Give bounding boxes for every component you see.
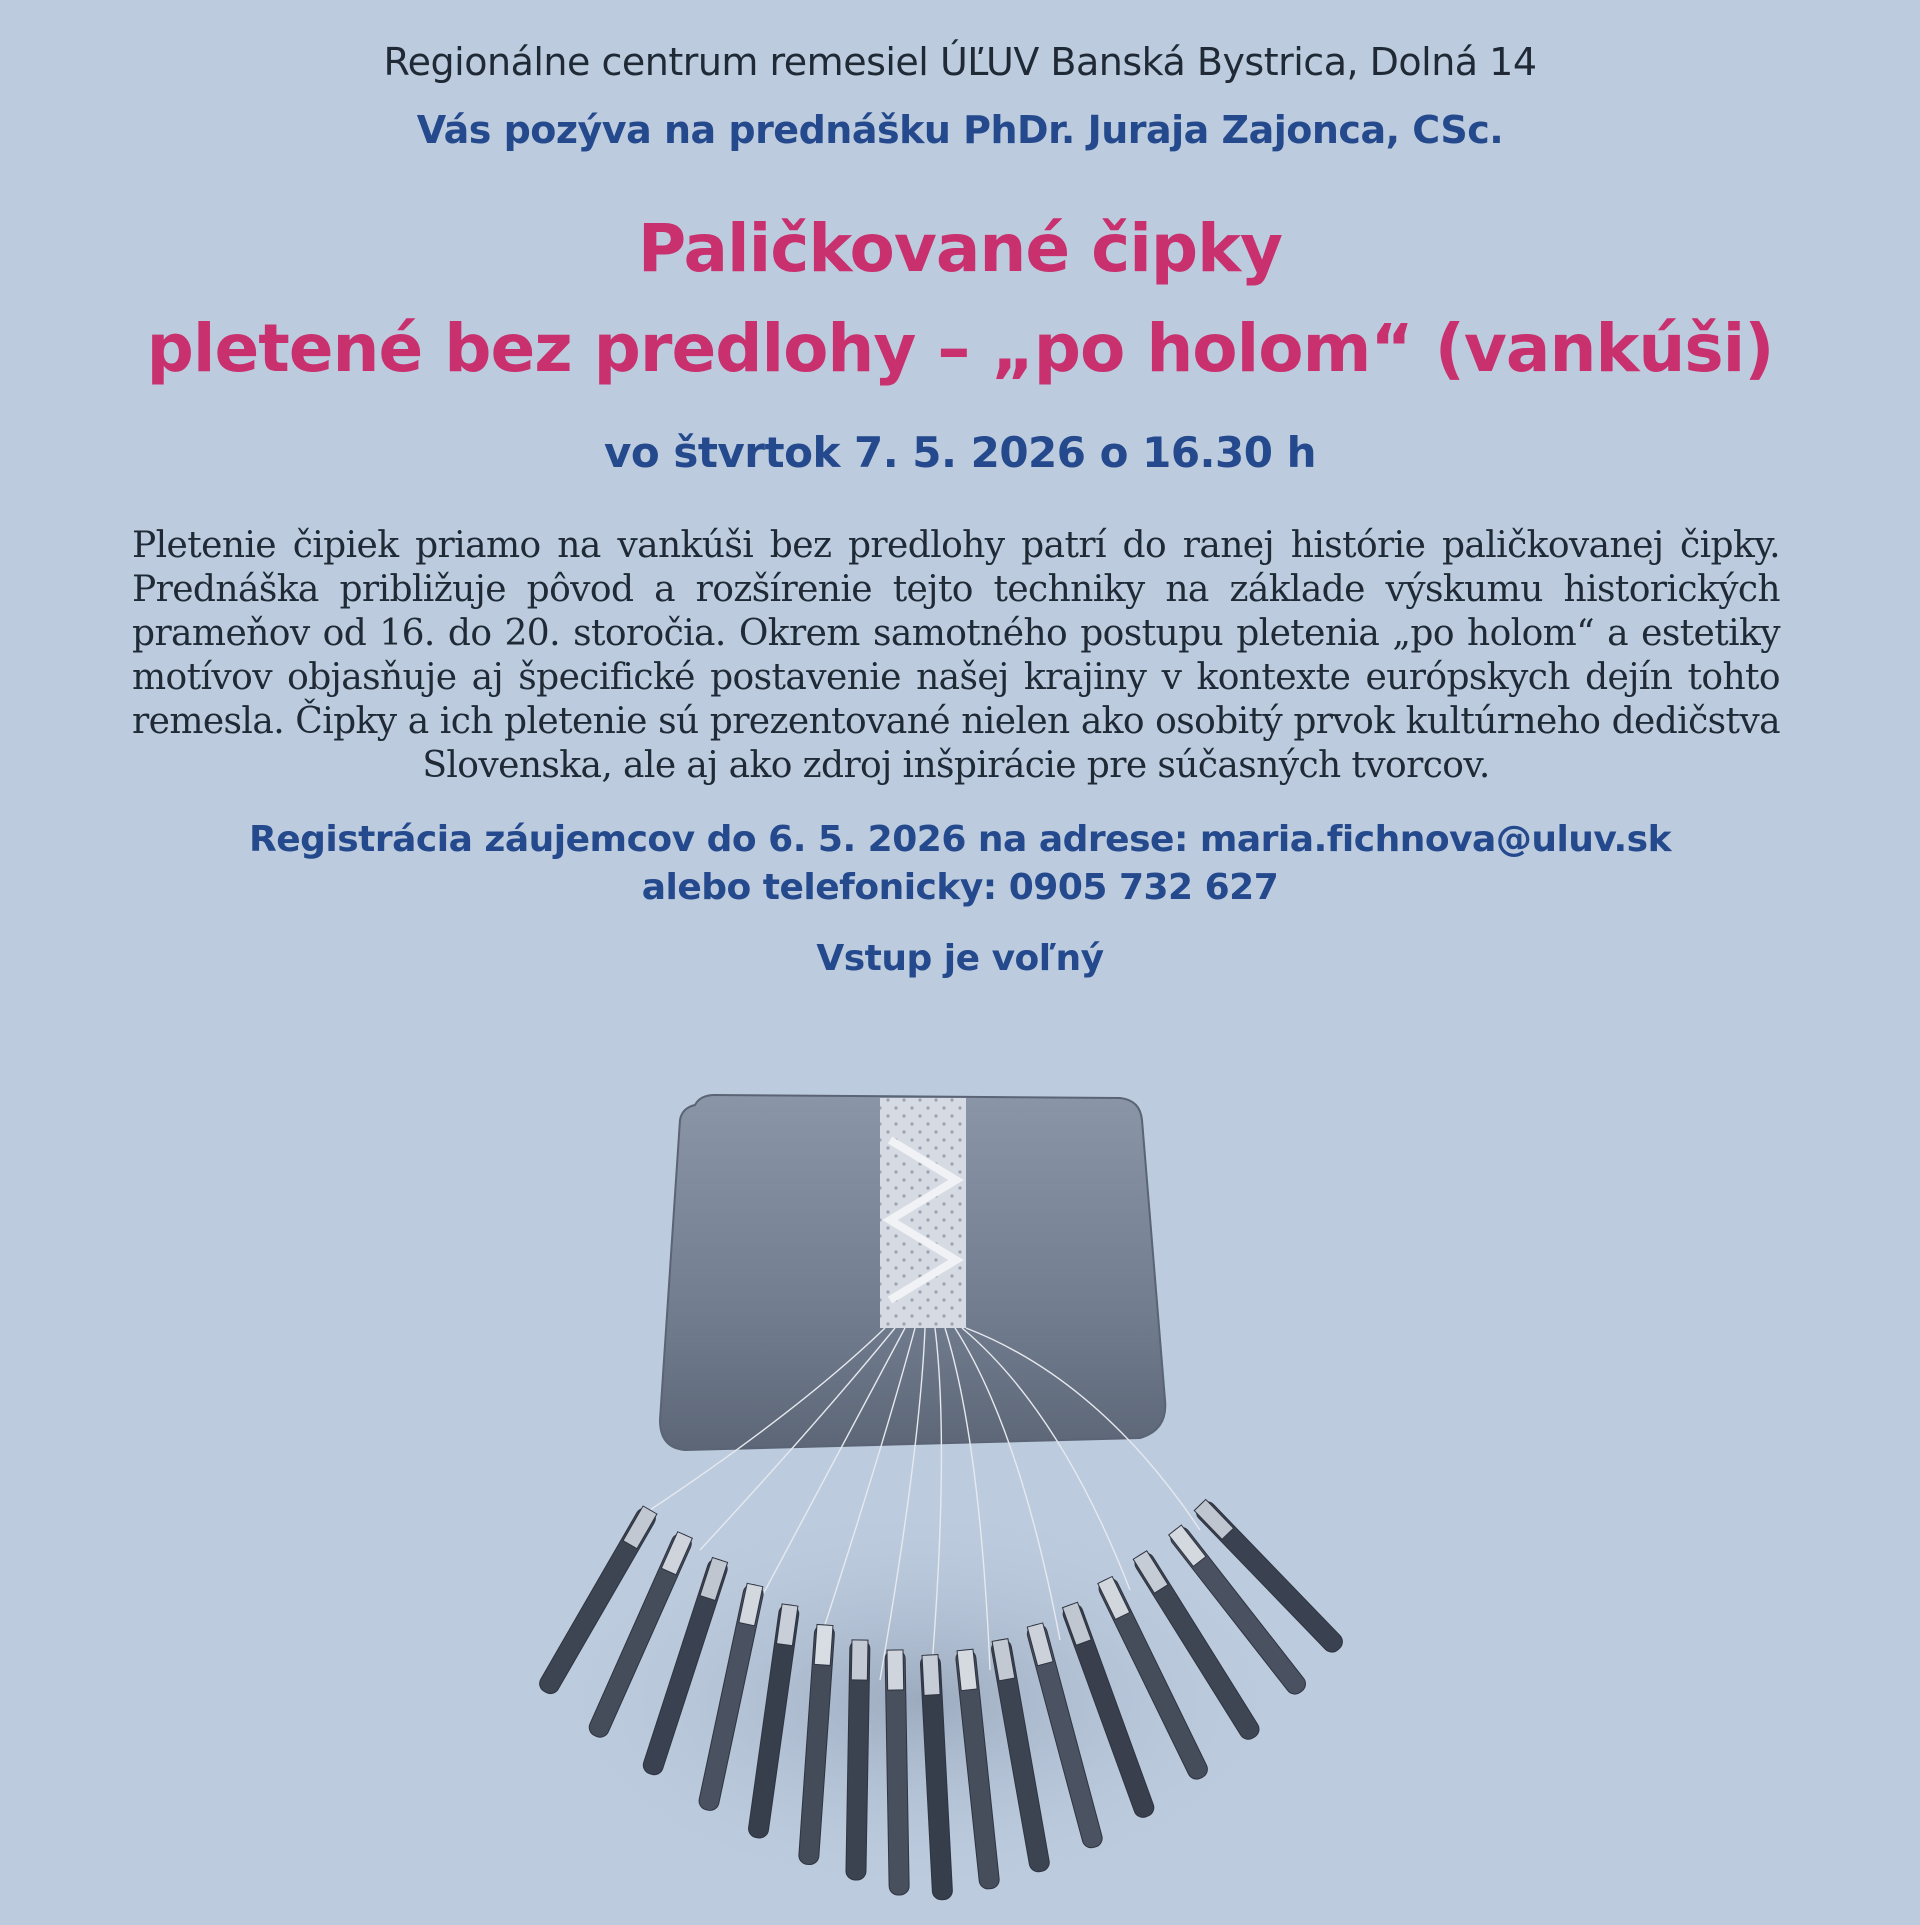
registration-phone-line: alebo telefonicky: 0905 732 627 — [641, 867, 1279, 908]
invitation-line: Vás pozýva na prednášku PhDr. Juraja Zajonca, CSc. — [416, 108, 1504, 152]
registration-email-line: Registrácia záujemcov do 6. 5. 2026 na adrese: maria.fichnova@uluv.sk — [248, 819, 1672, 860]
free-entry-note: Vstup je voľný — [816, 938, 1104, 979]
lace-pillow-photo — [500, 1080, 1360, 1920]
title-line-2: pletené bez predlohy – „po holom“ (vankúši) — [146, 310, 1774, 387]
registration-info — [0, 816, 1920, 912]
lecture-description: Pletenie čipiek priamo na vankúši bez predlohy patrí do ranej histórie paličkovanej čipky. Prednáška približuje pôvod a rozšírenie tejto techniky na základe výskumu historických prameňov od 16. do 20. storočia. Okrem samotného postupu pletenia „po holom“ a estetiky motívov objasňuje aj špecifické postavenie našej krajiny v kontexte európskych dejín tohto remesla. Čipky a ich pletenie sú prezentované nielen ako osobitý prvok kultúrneho dedičstva Slovenska, ale aj ako zdroj inšpirácie pre súčasných tvorcov. — [132, 525, 1780, 786]
event-date-time: vo štvrtok 7. 5. 2026 o 16.30 h — [604, 428, 1316, 477]
organizer-line: Regionálne centrum remesiel ÚĽUV Banská Bystrica, Dolná 14 — [383, 40, 1537, 84]
title-line-1: Paličkované čipky — [637, 210, 1283, 287]
